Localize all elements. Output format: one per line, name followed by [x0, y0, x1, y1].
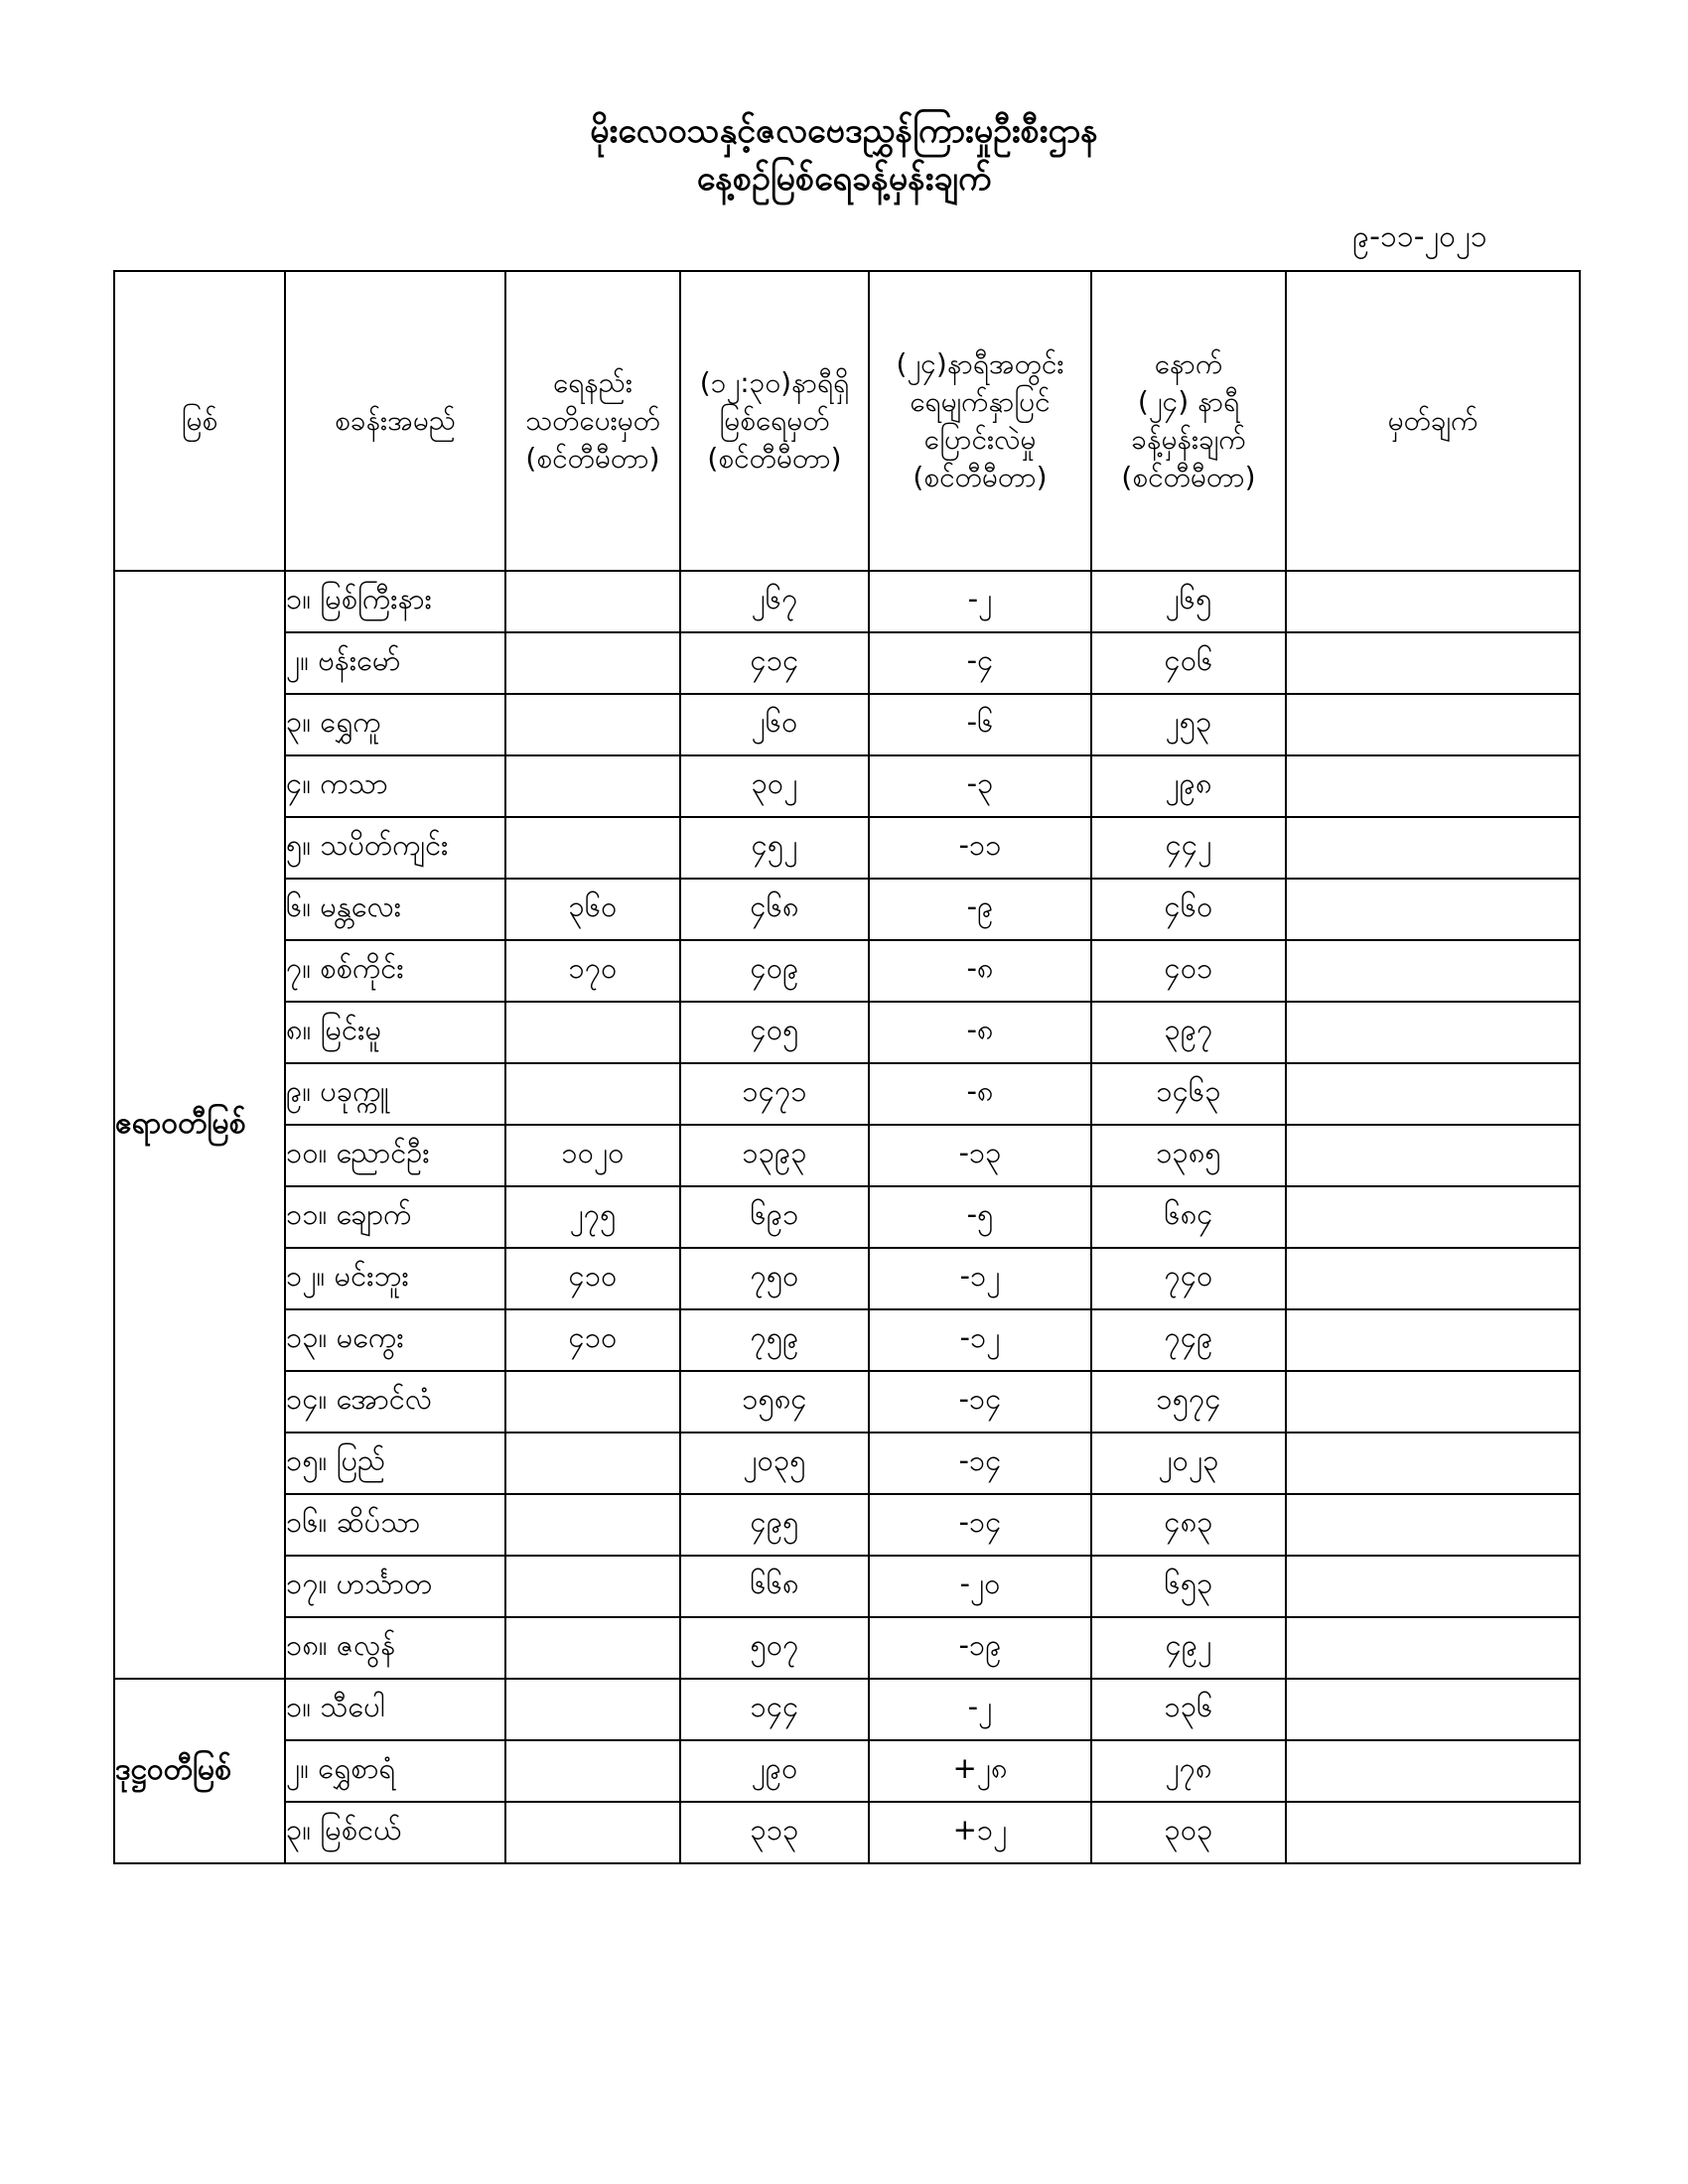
current-level-cell: ၇၅၉ — [680, 1309, 869, 1371]
change-cell: -၁၄ — [869, 1433, 1091, 1494]
warning-level-cell — [505, 1679, 680, 1740]
current-level-cell: ၃၀၂ — [680, 755, 869, 817]
forecast-cell: ၁၄၆၃ — [1091, 1063, 1286, 1125]
warning-level-cell — [505, 1740, 680, 1802]
table-row — [114, 694, 1580, 755]
change-cell: -၃ — [869, 755, 1091, 817]
forecast-cell: ၆၅၃ — [1091, 1556, 1286, 1617]
station-cell: ၁၄။ အောင်လံ — [285, 1371, 505, 1433]
remarks-cell — [1286, 1125, 1580, 1186]
report-date: ၉-၁၁-၂၀၂၁ — [1352, 219, 1487, 254]
station-cell: ၁။ သီပေါ — [285, 1679, 505, 1740]
forecast-cell: ၂၀၂၃ — [1091, 1433, 1286, 1494]
remarks-cell — [1286, 817, 1580, 879]
remarks-cell — [1286, 879, 1580, 940]
station-cell: ၃။ မြစ်ငယ် — [285, 1802, 505, 1863]
current-level-cell: ၁၄၇၁ — [680, 1063, 869, 1125]
current-level-cell: ၆၆၈ — [680, 1556, 869, 1617]
forecast-cell: ၄၄၂ — [1091, 817, 1286, 879]
current-level-cell: ၅၀၇ — [680, 1617, 869, 1679]
station-cell: ၁၁။ ချောက် — [285, 1186, 505, 1248]
table-row — [114, 1063, 1580, 1125]
remarks-cell — [1286, 1309, 1580, 1371]
remarks-cell — [1286, 1617, 1580, 1679]
table-row — [114, 1002, 1580, 1063]
change-cell: -၁၄ — [869, 1494, 1091, 1556]
forecast-cell: ၁၃၈၅ — [1091, 1125, 1286, 1186]
current-level-cell: ၂၆၇ — [680, 571, 869, 632]
warning-level-cell — [505, 632, 680, 694]
remarks-cell — [1286, 1063, 1580, 1125]
change-cell: -၅ — [869, 1186, 1091, 1248]
current-level-cell: ၂၉၀ — [680, 1740, 869, 1802]
forecast-cell: ၄၉၂ — [1091, 1617, 1286, 1679]
warning-level-cell — [505, 694, 680, 755]
station-cell: ၉။ ပခုက္ကူ — [285, 1063, 505, 1125]
table-row — [114, 1802, 1580, 1863]
change-cell: -၈ — [869, 940, 1091, 1002]
remarks-cell — [1286, 940, 1580, 1002]
change-cell: -၁၄ — [869, 1371, 1091, 1433]
warning-level-cell: ၂၇၅ — [505, 1186, 680, 1248]
forecast-cell: ၂၅၃ — [1091, 694, 1286, 755]
station-cell: ၁၈။ ဇလွန် — [285, 1617, 505, 1679]
remarks-cell — [1286, 1002, 1580, 1063]
station-cell: ၂။ ရွှေစာရံ — [285, 1740, 505, 1802]
station-cell: ၁၆။ ဆိပ်သာ — [285, 1494, 505, 1556]
remarks-cell — [1286, 694, 1580, 755]
page-title: မိုးလေဝသနှင့်ဇလဗေဒညွှန်ကြားမှုဦးစီးဌာန — [590, 111, 1098, 151]
current-level-cell: ၆၉၁ — [680, 1186, 869, 1248]
change-cell: -၄ — [869, 632, 1091, 694]
change-cell: +၁၂ — [869, 1802, 1091, 1863]
remarks-cell — [1286, 1679, 1580, 1740]
current-level-cell: ၂၀၃၅ — [680, 1433, 869, 1494]
table-row — [114, 1248, 1580, 1309]
table-row — [114, 632, 1580, 694]
station-cell: ၆။ မန္တလေး — [285, 879, 505, 940]
forecast-cell: ၁၅၇၄ — [1091, 1371, 1286, 1433]
warning-level-cell — [505, 755, 680, 817]
remarks-cell — [1286, 1740, 1580, 1802]
river-name-cell: ဧရာဝတီမြစ် — [114, 571, 285, 1679]
column-header-24h-change: (၂၄)နာရီအတွင်း ရေမျက်နှာပြင် ပြောင်းလဲမှု (စင်တီမီတာ) — [869, 271, 1091, 571]
current-level-cell: ၄၁၄ — [680, 632, 869, 694]
current-level-cell: ၇၅၀ — [680, 1248, 869, 1309]
warning-level-cell — [505, 1556, 680, 1617]
table-row — [114, 1494, 1580, 1556]
station-cell: ၃။ ရွှေကူ — [285, 694, 505, 755]
warning-level-cell: ၄၁၀ — [505, 1309, 680, 1371]
change-cell: -၁၂ — [869, 1309, 1091, 1371]
remarks-cell — [1286, 632, 1580, 694]
column-header-current-level: (၁၂:၃၀)နာရီရှိ မြစ်ရေမှတ် (စင်တီမီတာ) — [680, 271, 869, 571]
column-header-forecast: နောက် (၂၄) နာရီ ခန့်မှန်းချက် (စင်တီမီတာ) — [1091, 271, 1286, 571]
current-level-cell: ၄၀၅ — [680, 1002, 869, 1063]
change-cell: -၁၁ — [869, 817, 1091, 879]
column-header-warning-level: ရေနည်း သတိပေးမှတ် (စင်တီမီတာ) — [505, 271, 680, 571]
warning-level-cell: ၁၇၀ — [505, 940, 680, 1002]
page-subtitle: နေ့စဉ်မြစ်ရေခန့်မှန်းချက် — [696, 159, 992, 199]
remarks-cell — [1286, 1371, 1580, 1433]
station-cell: ၅။ သပိတ်ကျင်း — [285, 817, 505, 879]
change-cell: -၈ — [869, 1002, 1091, 1063]
change-cell: -၁၃ — [869, 1125, 1091, 1186]
forecast-cell: ၇၄၉ — [1091, 1309, 1286, 1371]
river-forecast-table — [113, 270, 1581, 1864]
current-level-cell: ၃၁၃ — [680, 1802, 869, 1863]
station-cell: ၁၇။ ဟင်္သာတ — [285, 1556, 505, 1617]
forecast-cell: ၂၆၅ — [1091, 571, 1286, 632]
forecast-cell: ၆၈၄ — [1091, 1186, 1286, 1248]
column-header-river: မြစ် — [114, 271, 285, 571]
station-cell: ၂။ ဗန်းမော် — [285, 632, 505, 694]
forecast-cell: ၂၇၈ — [1091, 1740, 1286, 1802]
change-cell: +၂၈ — [869, 1740, 1091, 1802]
table-row — [114, 1186, 1580, 1248]
warning-level-cell — [505, 1802, 680, 1863]
forecast-cell: ၄၆၀ — [1091, 879, 1286, 940]
warning-level-cell — [505, 1617, 680, 1679]
table-row — [114, 755, 1580, 817]
table-row — [114, 1309, 1580, 1371]
remarks-cell — [1286, 1186, 1580, 1248]
warning-level-cell — [505, 1063, 680, 1125]
column-header-station: စခန်းအမည် — [285, 271, 505, 571]
warning-level-cell: ၃၆၀ — [505, 879, 680, 940]
current-level-cell: ၄၆၈ — [680, 879, 869, 940]
warning-level-cell — [505, 571, 680, 632]
remarks-cell — [1286, 755, 1580, 817]
station-cell: ၁၀။ ညောင်ဦး — [285, 1125, 505, 1186]
warning-level-cell — [505, 1433, 680, 1494]
warning-level-cell — [505, 1371, 680, 1433]
current-level-cell: ၂၆၀ — [680, 694, 869, 755]
station-cell: ၁၃။ မကွေး — [285, 1309, 505, 1371]
table-row — [114, 879, 1580, 940]
change-cell: -၈ — [869, 1063, 1091, 1125]
table-row — [114, 1617, 1580, 1679]
warning-level-cell: ၄၁၀ — [505, 1248, 680, 1309]
remarks-cell — [1286, 1802, 1580, 1863]
forecast-cell: ၇၄၀ — [1091, 1248, 1286, 1309]
warning-level-cell — [505, 817, 680, 879]
station-cell: ၁၅။ ပြည် — [285, 1433, 505, 1494]
warning-level-cell: ၁၀၂၀ — [505, 1125, 680, 1186]
forecast-cell: ၃၉၇ — [1091, 1002, 1286, 1063]
forecast-cell: ၃၀၃ — [1091, 1802, 1286, 1863]
table-row — [114, 571, 1580, 632]
remarks-cell — [1286, 1433, 1580, 1494]
forecast-cell: ၄၀၆ — [1091, 632, 1286, 694]
current-level-cell: ၄၀၉ — [680, 940, 869, 1002]
table-row — [114, 1556, 1580, 1617]
remarks-cell — [1286, 1494, 1580, 1556]
change-cell: -၆ — [869, 694, 1091, 755]
warning-level-cell — [505, 1002, 680, 1063]
station-cell: ၁။ မြစ်ကြီးနား — [285, 571, 505, 632]
forecast-cell: ၄၀၁ — [1091, 940, 1286, 1002]
current-level-cell: ၄၉၅ — [680, 1494, 869, 1556]
remarks-cell — [1286, 571, 1580, 632]
current-level-cell: ၁၄၄ — [680, 1679, 869, 1740]
remarks-cell — [1286, 1248, 1580, 1309]
forecast-cell: ၄၈၃ — [1091, 1494, 1286, 1556]
current-level-cell: ၁၅၈၄ — [680, 1371, 869, 1433]
station-cell: ၄။ ကသာ — [285, 755, 505, 817]
change-cell: -၂ — [869, 571, 1091, 632]
current-level-cell: ၁၃၉၃ — [680, 1125, 869, 1186]
table-row — [114, 1679, 1580, 1740]
remarks-cell — [1286, 1556, 1580, 1617]
river-name-cell: ဒုဋ္ဌဝတီမြစ် — [114, 1679, 285, 1863]
forecast-cell: ၂၉၈ — [1091, 755, 1286, 817]
change-cell: -၂ — [869, 1679, 1091, 1740]
table-row — [114, 1433, 1580, 1494]
table-row — [114, 940, 1580, 1002]
change-cell: -၁၂ — [869, 1248, 1091, 1309]
current-level-cell: ၄၅၂ — [680, 817, 869, 879]
table-row — [114, 1125, 1580, 1186]
forecast-cell: ၁၃၆ — [1091, 1679, 1286, 1740]
table-row — [114, 817, 1580, 879]
station-cell: ၁၂။ မင်းဘူး — [285, 1248, 505, 1309]
column-header-remarks: မှတ်ချက် — [1286, 271, 1580, 571]
station-cell: ၇။ စစ်ကိုင်း — [285, 940, 505, 1002]
table-row — [114, 1371, 1580, 1433]
station-cell: ၈။ မြင်းမူ — [285, 1002, 505, 1063]
warning-level-cell — [505, 1494, 680, 1556]
change-cell: -၁၉ — [869, 1617, 1091, 1679]
table-row — [114, 1740, 1580, 1802]
table-header-row — [114, 271, 1580, 571]
change-cell: -၂၀ — [869, 1556, 1091, 1617]
change-cell: -၉ — [869, 879, 1091, 940]
